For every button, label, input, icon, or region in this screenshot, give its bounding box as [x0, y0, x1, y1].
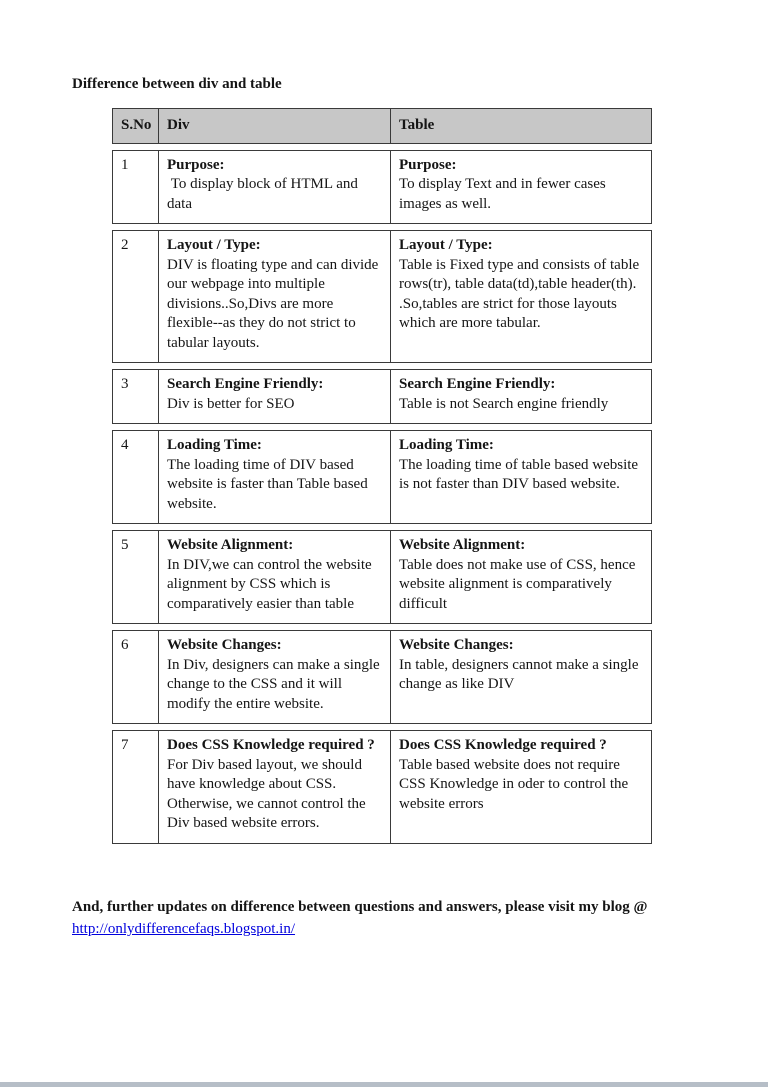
- table-cell: [390, 430, 652, 524]
- div-cell: [158, 430, 390, 524]
- cell-body: For Div based layout, we should have knowledge about CSS. Otherwise, we cannot control the Div based website errors.: [167, 756, 370, 831]
- page-bottom-edge: [0, 1082, 768, 1087]
- table-cell: [390, 630, 652, 724]
- table-row: [112, 430, 652, 524]
- cell-heading: Search Engine Friendly:: [167, 376, 324, 392]
- comparison-table: [112, 102, 652, 850]
- sno-cell: 5: [112, 530, 158, 624]
- cell-body: Div is better for SEO: [167, 395, 295, 412]
- cell-heading: Website Changes:: [167, 637, 282, 653]
- table-row: [112, 630, 652, 724]
- table-cell: [390, 150, 652, 225]
- cell-body: In table, designers cannot make a single change as like DIV: [399, 656, 643, 692]
- cell-heading: Loading Time:: [399, 437, 494, 453]
- blog-link[interactable]: http://onlydifferencefaqs.blogspot.in/: [72, 921, 296, 937]
- cell-body: The loading time of DIV based website is faster than Table based website.: [167, 456, 372, 512]
- table-row: [112, 369, 652, 424]
- sno-cell: 2: [112, 230, 158, 363]
- cell-body: Table is Fixed type and consists of table rows(tr), table data(td),table header(th). .So,tables are strict for those layouts which are more tabular.: [399, 256, 643, 331]
- sno-cell: 7: [112, 730, 158, 844]
- cell-heading: Purpose:: [167, 156, 225, 173]
- table-cell: [390, 530, 652, 624]
- sno-cell: 6: [112, 630, 158, 724]
- table-cell: [390, 369, 652, 424]
- sno-cell: 3: [112, 369, 158, 424]
- cell-body: In Div, designers can make a single change to the CSS and it will modify the entire website.: [167, 656, 384, 712]
- document-title: Difference between div and table: [72, 76, 282, 92]
- cell-heading: Layout / Type:: [399, 237, 493, 253]
- cell-body: Table is not Search engine friendly: [399, 395, 609, 412]
- table-row: [112, 530, 652, 624]
- table-row: [112, 730, 652, 844]
- header-table: Table: [390, 108, 652, 144]
- cell-body: To display block of HTML and data: [167, 176, 362, 212]
- cell-heading: Purpose:: [399, 156, 457, 173]
- div-cell: [158, 630, 390, 724]
- cell-heading: Does CSS Knowledge required ?: [399, 737, 607, 753]
- table-header-row: [112, 108, 652, 144]
- cell-heading: Loading Time:: [167, 437, 262, 453]
- cell-body: Table based website does not require CSS Knowledge in oder to control the website errors: [399, 756, 632, 812]
- cell-heading: Website Alignment:: [167, 537, 294, 553]
- footer-text: And, further updates on difference between questions and answers, please visit my blog @: [72, 898, 648, 915]
- footer-note: [72, 896, 696, 941]
- div-cell: [158, 150, 390, 225]
- header-div: Div: [158, 108, 390, 144]
- cell-heading: Search Engine Friendly:: [399, 376, 556, 392]
- cell-heading: Website Alignment:: [399, 537, 526, 553]
- cell-body: Table does not make use of CSS, hence website alignment is comparatively difficult: [399, 556, 640, 612]
- table-row: [112, 150, 652, 225]
- sno-cell: 4: [112, 430, 158, 524]
- cell-body: The loading time of table based website is not faster than DIV based website.: [399, 456, 642, 492]
- table-cell: [390, 730, 652, 844]
- table-cell: [390, 230, 652, 363]
- cell-body: In DIV,we can control the website alignment by CSS which is comparatively easier than table: [167, 556, 376, 612]
- cell-heading: Website Changes:: [399, 637, 514, 653]
- cell-body: To display Text and in fewer cases images as well.: [399, 176, 610, 212]
- sno-cell: 1: [112, 150, 158, 225]
- header-sno: S.No: [112, 108, 158, 144]
- cell-heading: Does CSS Knowledge required ?: [167, 737, 375, 753]
- div-cell: [158, 230, 390, 363]
- cell-heading: Layout / Type:: [167, 237, 261, 253]
- div-cell: [158, 369, 390, 424]
- div-cell: [158, 530, 390, 624]
- div-cell: [158, 730, 390, 844]
- cell-body: DIV is floating type and can divide our webpage into multiple divisions..So,Divs are more flexible--as they do not strict to tabular layouts.: [167, 256, 383, 351]
- table-row: [112, 230, 652, 363]
